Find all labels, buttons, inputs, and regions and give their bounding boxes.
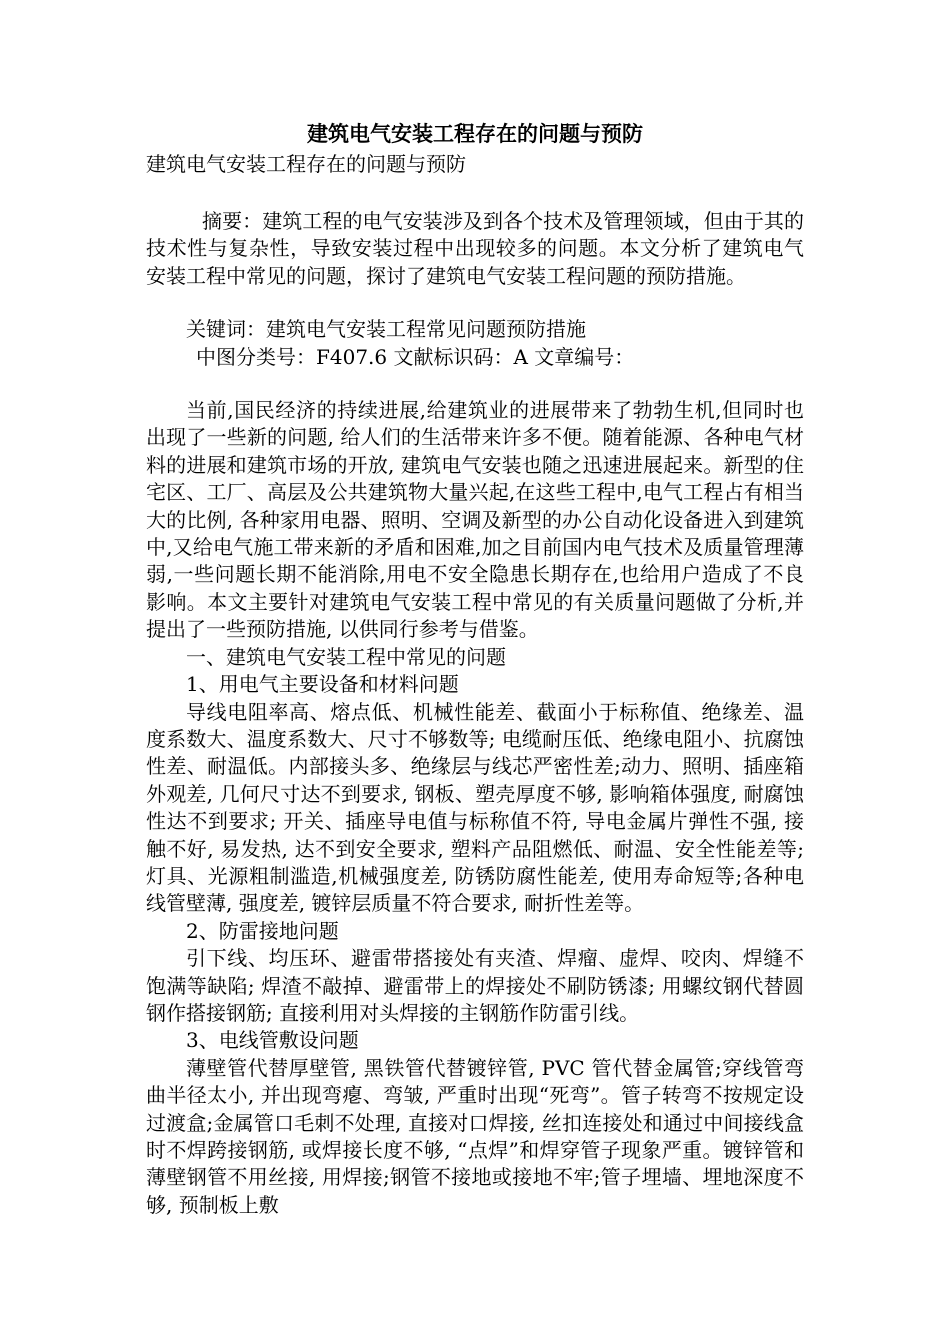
subsection-heading-2: 2、防雷接地问题 <box>186 918 339 943</box>
section-heading-1: 一、建筑电气安装工程中常见的问题 <box>186 644 506 669</box>
document-page <box>146 118 804 1219</box>
subsection-heading-1: 1、用电气主要设备和材料问题 <box>186 672 459 697</box>
document-title: 建筑电气安装工程存在的问题与预防 <box>307 121 643 146</box>
subsection-body-2: 引下线、均压环、避雷带搭接处有夹渣、焊瘤、虚焊、咬肉、焊缝不饱满等缺陷; 焊渣不敲掉、避雷带上的焊接处不刷防锈漆; 用螺纹钢代替圆钢作搭接钢筋; 直接利用对头焊接的主钢筋作防雷引线。 <box>146 946 804 1025</box>
classification-line: 中图分类号：F407.6 文献标识码：A 文章编号： <box>196 344 635 369</box>
keywords-line: 关键词：建筑电气安装工程常见问题预防措施 <box>186 317 586 342</box>
subsection-body-1: 导线电阻率高、熔点低、机械性能差、截面小于标称值、绝缘差、温度系数大、温度系数大、尺寸不够数等; 电缆耐压低、绝缘电阻小、抗腐蚀性差、耐温低。内部接头多、绝缘层与线芯严密性差;动力、照明、插座箱外观差, 几何尺寸达不到要求, 钢板、塑壳厚度不够, 影响箱体强度, 耐腐蚀性达不到要求; 开关、插座导电值与标称值不符, 导电金属片弹性不强, 接触不好, 易发热, 达不到安全要求, 塑料产品阻燃低、耐温、安全性能差等; 灯具、光源粗制滥造,机械强度差, 防锈防腐性能差, 使用寿命短等;各种电线管壁薄, 强度差, 镀锌层质量不符合要求, 耐折性差等。 <box>146 699 804 916</box>
abstract-paragraph: 摘要：建筑工程的电气安装涉及到各个技术及管理领域，但由于其的技术性与复杂性，导致安装过程中出现较多的问题。本文分析了建筑电气安装工程中常见的问题，探讨了建筑电气安装工程问题的预防措施。 <box>146 209 804 288</box>
subsection-body-3: 薄壁管代替厚壁管, 黑铁管代替镀锌管, PVC 管代替金属管;穿线管弯曲半径太小, 并出现弯瘪、弯皱, 严重时出现“死弯”。管子转弯不按规定设过渡盒;金属管口毛刺不处理, 直接对口焊接, 丝扣连接处和通过中间接线盒时不焊跨接钢筋, 或焊接长度不够, “点焊”和焊穿管子现象严重。镀锌管和薄壁钢管不用丝接, 用焊接;钢管不接地或接地不牢;管子埋墙、埋地深度不够, 预制板上敷 <box>146 1055 804 1217</box>
document-subtitle: 建筑电气安装工程存在的问题与预防 <box>146 152 466 176</box>
subsection-heading-3: 3、电线管敷设问题 <box>186 1028 359 1053</box>
intro-paragraph: 当前,国民经济的持续进展,给建筑业的进展带来了勃勃生机,但同时也出现了一些新的问题, 给人们的生活带来许多不便。随着能源、各种电气材料的进展和建筑市场的开放, 建筑电气安装也随之迅速进展起来。新型的住宅区、工厂、高层及公共建筑物大量兴起,在这些工程中,电气工程占有相当大的比例, 各种家用电器、照明、空调及新型的办公自动化设备进入到建筑中,又给电气施工带来新的矛盾和困难,加之目前国内电气技术及质量管理薄弱,一些问题长期不能消除,用电不安全隐患长期存在,也给用户造成了不良影响。本文主要针对建筑电气安装工程中常见的有关质量问题做了分析,并提出了一些预防措施, 以供同行参考与借鉴。 <box>146 398 804 642</box>
